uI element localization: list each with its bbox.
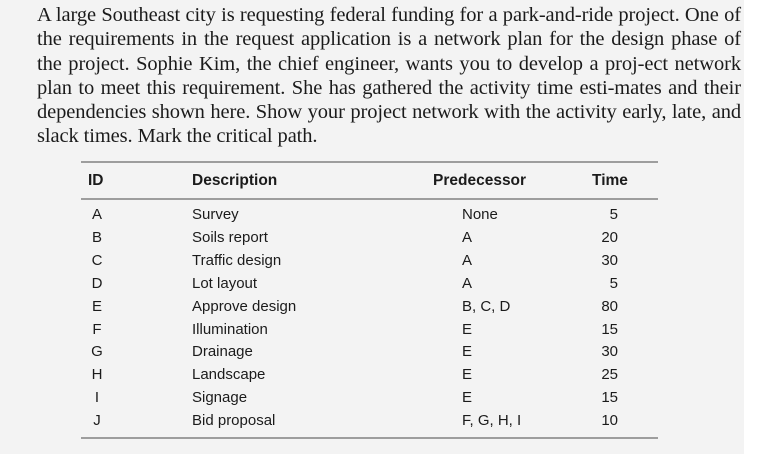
- activity-predecessor: None: [462, 206, 498, 223]
- activity-predecessor: E: [462, 366, 473, 384]
- activity-description: Signage: [192, 389, 248, 407]
- activity-predecessor: F, G, H, I: [462, 412, 522, 430]
- activity-time: 25: [601, 366, 618, 384]
- activity-id: C: [91, 251, 103, 269]
- activity-description: Survey: [192, 206, 239, 223]
- activity-predecessor: A: [462, 228, 473, 246]
- activity-id: E: [91, 297, 102, 315]
- activity-time: 80: [601, 297, 618, 315]
- table-top-rule: [81, 161, 658, 163]
- activity-predecessor: E: [462, 343, 473, 361]
- activity-time: 10: [601, 412, 618, 430]
- activity-time: 15: [601, 389, 618, 407]
- header-description: Description: [192, 172, 278, 189]
- header-predecessor: Predecessor: [433, 172, 527, 189]
- activity-id: D: [91, 274, 103, 292]
- activity-id: A: [91, 206, 102, 223]
- activity-description: Soils report: [192, 228, 268, 246]
- activity-predecessor: E: [462, 320, 473, 338]
- activity-predecessor: E: [462, 389, 473, 407]
- activity-id: H: [91, 366, 103, 384]
- activity-time: 5: [609, 206, 618, 223]
- table-header-rule: [81, 198, 658, 200]
- activity-predecessor: B, C, D: [462, 297, 511, 315]
- problem-statement: A large Southeast city is requesting federal funding for a park-and-ride project. One of the requirements in the request application is a network plan for the design phase of the project. Sophie Kim, the chief engineer, wants you to develop a proj-ect network plan to meet this requirement. She has gathered the activity time esti-mates and their dependencies shown here. Show your project network with the activity early, late, and slack times. Mark the critical path.: [37, 4, 741, 148]
- activity-description: Bid proposal: [192, 412, 276, 430]
- header-time: Time: [592, 172, 628, 189]
- activity-description: Illumination: [192, 320, 268, 338]
- activity-predecessor: A: [462, 274, 473, 292]
- table-bottom-rule: [81, 437, 658, 439]
- activity-id: B: [91, 228, 102, 246]
- activity-id: J: [93, 412, 101, 430]
- activity-time: 20: [601, 228, 618, 246]
- activity-description: Landscape: [192, 366, 266, 384]
- activity-description: Traffic design: [192, 251, 282, 269]
- activity-id: F: [92, 320, 102, 338]
- activity-description: Lot layout: [192, 274, 258, 292]
- activity-time: 5: [609, 274, 618, 292]
- activity-id: G: [91, 343, 103, 361]
- activity-description: Drainage: [192, 343, 253, 361]
- activity-description: Approve design: [192, 297, 297, 315]
- header-id: ID: [88, 172, 104, 189]
- activity-time: 30: [601, 343, 618, 361]
- activity-id: I: [94, 389, 100, 407]
- activity-time: 30: [601, 251, 618, 269]
- activity-time: 15: [601, 320, 618, 338]
- activity-predecessor: A: [462, 251, 473, 269]
